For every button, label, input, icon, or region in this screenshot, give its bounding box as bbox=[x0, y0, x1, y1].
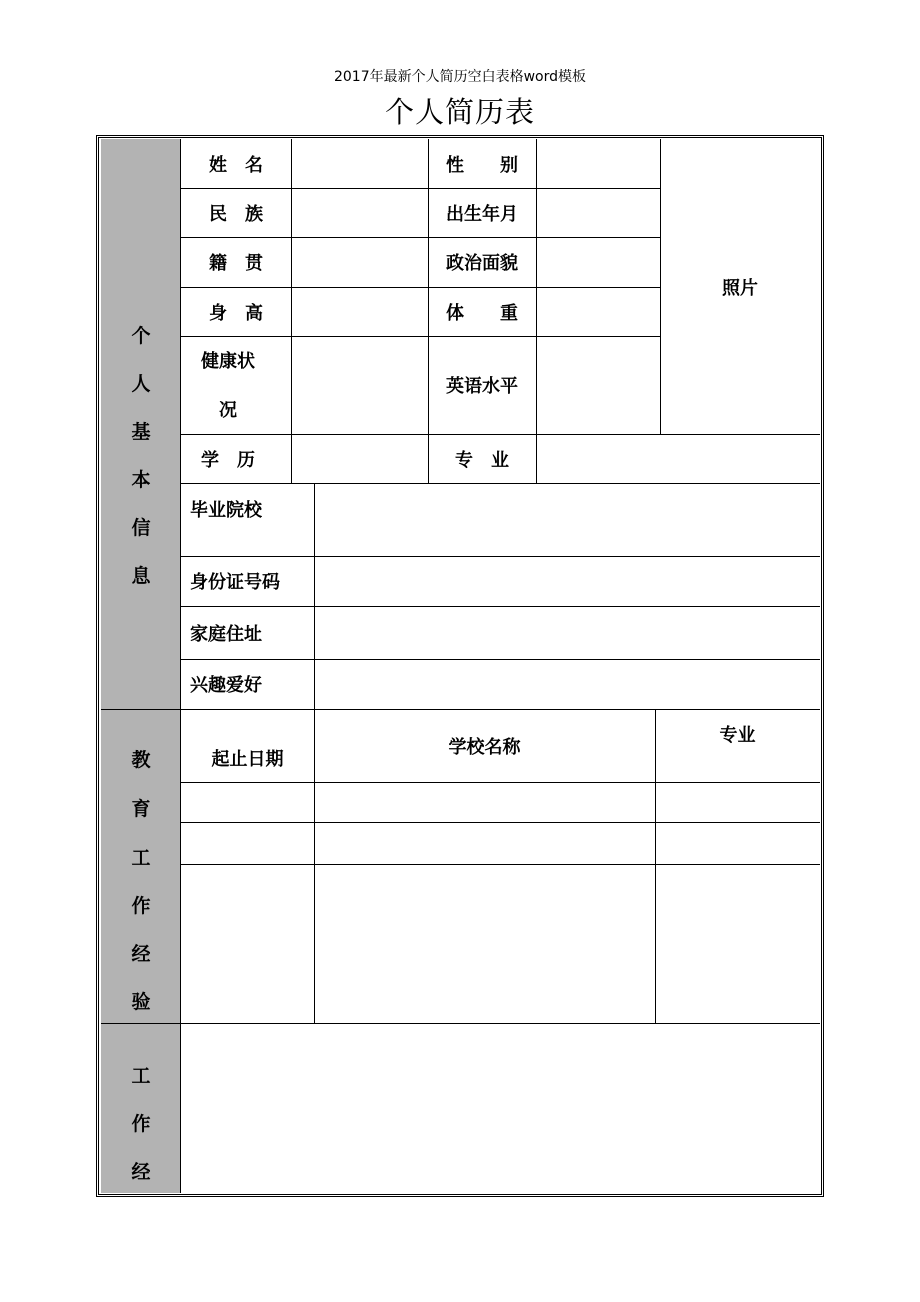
label-gender: 性 别 bbox=[446, 154, 518, 176]
section-basic-info bbox=[101, 139, 181, 710]
page-title: 个人简历表 bbox=[384, 95, 535, 129]
name-field[interactable] bbox=[292, 140, 428, 188]
edu-major-header: 专业 bbox=[719, 725, 756, 746]
section-char: 个 bbox=[131, 325, 151, 347]
section-education-work bbox=[101, 710, 181, 1024]
label-english: 英语水平 bbox=[446, 376, 518, 397]
section-char: 人 bbox=[131, 373, 151, 395]
label-school: 毕业院校 bbox=[190, 500, 262, 521]
address-field[interactable] bbox=[315, 607, 820, 659]
label-political: 政治面貌 bbox=[446, 253, 518, 274]
section-char: 作 bbox=[131, 895, 151, 917]
label-education: 学 历 bbox=[201, 449, 255, 471]
section-char: 经 bbox=[131, 1161, 151, 1183]
native-place-field[interactable] bbox=[292, 238, 428, 287]
school-field[interactable] bbox=[315, 484, 820, 556]
birth-field[interactable] bbox=[537, 189, 660, 237]
section-work bbox=[101, 1024, 181, 1193]
label-health-cont: 况 bbox=[219, 400, 237, 421]
edu-school-header: 学校名称 bbox=[448, 737, 521, 758]
id-number-field[interactable] bbox=[315, 557, 820, 606]
section-char: 经 bbox=[131, 943, 151, 965]
english-field[interactable] bbox=[537, 337, 660, 434]
section-char: 验 bbox=[131, 991, 151, 1013]
label-hobbies: 兴趣爱好 bbox=[190, 675, 262, 696]
label-weight: 体 重 bbox=[446, 302, 518, 324]
section-char: 息 bbox=[131, 565, 151, 587]
label-address: 家庭住址 bbox=[190, 623, 262, 645]
page-header: 2017年最新个人简历空白表格word模板 bbox=[333, 69, 587, 85]
label-birth: 出生年月 bbox=[446, 203, 518, 225]
hobbies-field[interactable] bbox=[315, 660, 820, 709]
section-char: 信 bbox=[131, 517, 151, 539]
major-field[interactable] bbox=[537, 435, 820, 483]
section-char: 育 bbox=[131, 798, 151, 820]
section-char: 工 bbox=[131, 1065, 151, 1087]
ethnicity-field[interactable] bbox=[292, 189, 428, 237]
height-field[interactable] bbox=[292, 288, 428, 336]
health-field[interactable] bbox=[292, 337, 428, 434]
political-field[interactable] bbox=[537, 238, 660, 287]
section-char: 本 bbox=[131, 469, 151, 491]
label-height: 身 高 bbox=[209, 302, 263, 324]
work-experience-field[interactable] bbox=[182, 1024, 820, 1193]
section-char: 作 bbox=[131, 1113, 151, 1135]
label-name: 姓 名 bbox=[209, 154, 263, 176]
gender-field[interactable] bbox=[537, 140, 660, 188]
section-char: 工 bbox=[131, 847, 151, 869]
education-field[interactable] bbox=[292, 435, 428, 483]
label-major: 专 业 bbox=[455, 449, 509, 471]
label-id-number: 身份证号码 bbox=[190, 572, 280, 593]
section-char: 教 bbox=[131, 749, 151, 771]
edu-date-header: 起止日期 bbox=[211, 749, 284, 770]
weight-field[interactable] bbox=[537, 288, 660, 336]
label-ethnicity: 民 族 bbox=[209, 203, 263, 225]
section-char: 基 bbox=[131, 421, 151, 443]
photo-placeholder: 照片 bbox=[722, 277, 758, 299]
label-health: 健康状 bbox=[201, 351, 255, 372]
label-native-place: 籍 贯 bbox=[209, 253, 263, 274]
